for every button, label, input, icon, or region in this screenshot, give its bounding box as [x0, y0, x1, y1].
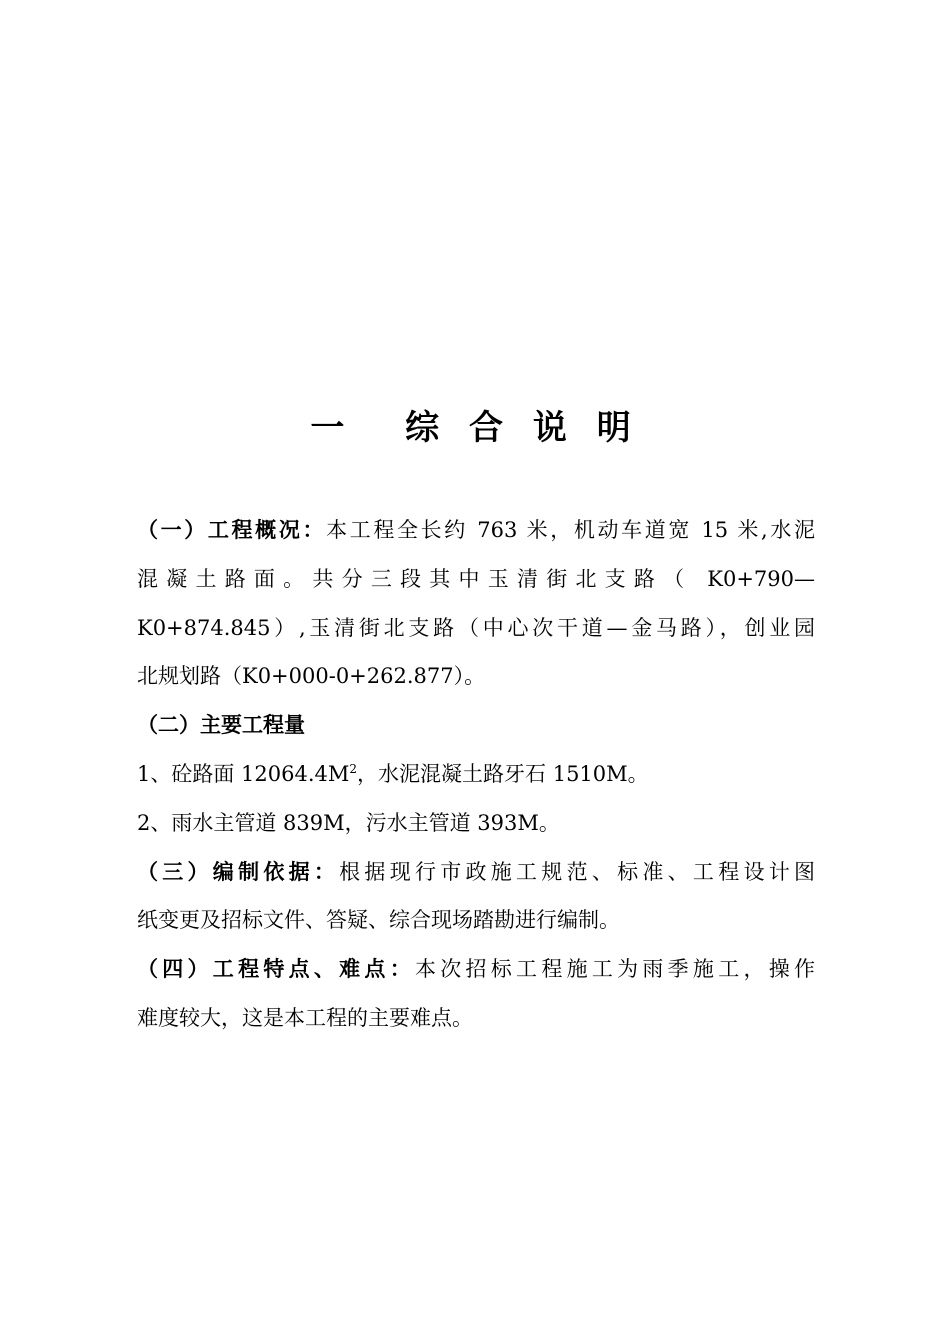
section-1-heading: （一）工程概况： — [137, 518, 327, 542]
superscript: 2 — [349, 761, 358, 776]
title-char: 合 — [469, 408, 503, 448]
quantity-item-1 — [137, 750, 815, 799]
section-3-line — [137, 848, 815, 897]
title-char: 明 — [596, 408, 631, 448]
section-3-heading: （三）编制依据： — [137, 859, 340, 884]
section-number: 一 — [310, 408, 345, 448]
quantity-item-1-text: ，水泥混凝土路牙石 1510M。 — [357, 761, 649, 786]
section-4-line: 难度较大，这是本工程的主要难点。 — [137, 1005, 473, 1030]
section-1-text: 本工程全长约 763 米，机动车道宽 15 米,水泥 — [326, 518, 815, 542]
section-4-heading: （四）工程特点、难点： — [137, 957, 415, 982]
section-4-line — [137, 945, 815, 994]
section-1-line — [137, 506, 815, 555]
title-char: 综 — [405, 408, 440, 448]
section-4-text: 本次招标工程施工为雨季施工，操作 — [414, 957, 816, 982]
section-1-line: K0+874.845）,玉清街北支路（中心次干道—金马路），创业园 — [137, 615, 815, 640]
document-body — [137, 506, 815, 1043]
section-3-line: 纸变更及招标文件、答疑、综合现场踏勘进行编制。 — [137, 908, 620, 933]
section-1-line: 混凝土路面。共分三段其中玉清街北支路（ K0+790— — [137, 566, 815, 591]
page-title — [0, 400, 950, 449]
title-char: 说 — [532, 408, 567, 448]
quantity-item-2: 2、雨水主管道 839M，污水主管道 393M。 — [137, 810, 560, 835]
section-3-text: 根据现行市政施工规范、标准、工程设计图 — [339, 859, 816, 884]
section-2-heading: （二）主要工程量 — [137, 713, 305, 738]
quantity-item-1-text: 1、砼路面 12064.4M — [137, 761, 350, 786]
section-1-line: 北规划路（K0+000-0+262.877）。 — [137, 664, 486, 689]
